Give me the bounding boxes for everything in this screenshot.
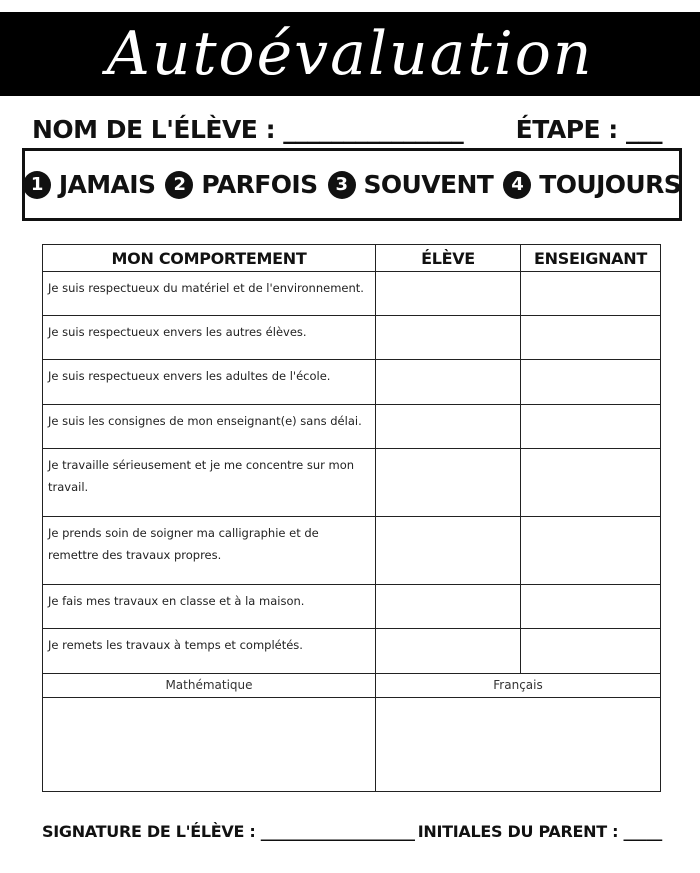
term-field[interactable]: ÉTAPE : ___: [515, 114, 662, 144]
number-2-icon: 2: [165, 171, 193, 199]
teacher-rating-cell[interactable]: [521, 404, 661, 448]
table-row: [43, 448, 661, 516]
criterion-text: Je suis respectueux envers les autres élèves.: [43, 316, 376, 360]
french-comment-area[interactable]: [376, 697, 661, 791]
header-student: ÉLÈVE: [376, 245, 521, 272]
criterion-text: Je suis les consignes de mon enseignant(e) sans délai.: [43, 404, 376, 448]
table-row: [43, 629, 661, 673]
criterion-text: Je suis respectueux envers les adultes de l'école.: [43, 360, 376, 404]
table-row: [43, 585, 661, 629]
number-1-icon: 1: [23, 171, 51, 199]
subject-header-row: [43, 673, 661, 697]
student-rating-cell[interactable]: [376, 516, 521, 584]
teacher-rating-cell[interactable]: [521, 272, 661, 316]
title-banner: [0, 12, 700, 96]
subject-french-label: Français: [376, 673, 661, 697]
header-behaviour: MON COMPORTEMENT: [43, 245, 376, 272]
table-row: [43, 360, 661, 404]
table-row: [43, 272, 661, 316]
student-rating-cell[interactable]: [376, 360, 521, 404]
table-row: [43, 404, 661, 448]
student-rating-cell[interactable]: [376, 404, 521, 448]
scale-label: PARFOIS: [201, 170, 318, 199]
criterion-text: Je remets les travaux à temps et complétés.: [43, 629, 376, 673]
scale-item-1: [23, 170, 156, 199]
table-header-row: [43, 245, 661, 272]
signature-line: [42, 818, 662, 844]
number-4-icon: 4: [503, 171, 531, 199]
criterion-text: Je fais mes travaux en classe et à la maison.: [43, 585, 376, 629]
page-title: Autoévaluation: [106, 19, 594, 89]
teacher-rating-cell[interactable]: [521, 448, 661, 516]
student-rating-cell[interactable]: [376, 585, 521, 629]
teacher-rating-cell[interactable]: [521, 360, 661, 404]
student-info-line: [32, 112, 662, 146]
scale-item-2: [165, 170, 317, 199]
criterion-text: Je travaille sérieusement et je me concentre sur mon travail.: [43, 448, 376, 516]
scale-item-3: [328, 170, 494, 199]
teacher-rating-cell[interactable]: [521, 629, 661, 673]
scale-label: TOUJOURS: [539, 170, 682, 199]
teacher-rating-cell[interactable]: [521, 316, 661, 360]
student-rating-cell[interactable]: [376, 316, 521, 360]
table-row: [43, 316, 661, 360]
student-rating-cell[interactable]: [376, 448, 521, 516]
criterion-text: Je prends soin de soigner ma calligraphie et de remettre des travaux propres.: [43, 516, 376, 584]
scale-item-4: [503, 170, 681, 199]
comment-row: [43, 697, 661, 791]
math-comment-area[interactable]: [43, 697, 376, 791]
scale-label: SOUVENT: [363, 170, 494, 199]
student-name-field[interactable]: NOM DE L'ÉLÈVE : _______________: [32, 114, 464, 144]
parent-initials-field[interactable]: INITIALES DU PARENT : _____: [417, 821, 662, 841]
number-3-icon: 3: [328, 171, 356, 199]
criterion-text: Je suis respectueux du matériel et de l'environnement.: [43, 272, 376, 316]
table-row: [43, 516, 661, 584]
student-rating-cell[interactable]: [376, 629, 521, 673]
rating-scale-legend: [22, 148, 682, 221]
header-teacher: ENSEIGNANT: [521, 245, 661, 272]
evaluation-table: [42, 244, 661, 792]
subject-math-label: Mathématique: [43, 673, 376, 697]
student-rating-cell[interactable]: [376, 272, 521, 316]
student-signature-field[interactable]: SIGNATURE DE L'ÉLÈVE : ____________________: [42, 821, 415, 841]
teacher-rating-cell[interactable]: [521, 516, 661, 584]
teacher-rating-cell[interactable]: [521, 585, 661, 629]
scale-label: JAMAIS: [58, 170, 156, 199]
